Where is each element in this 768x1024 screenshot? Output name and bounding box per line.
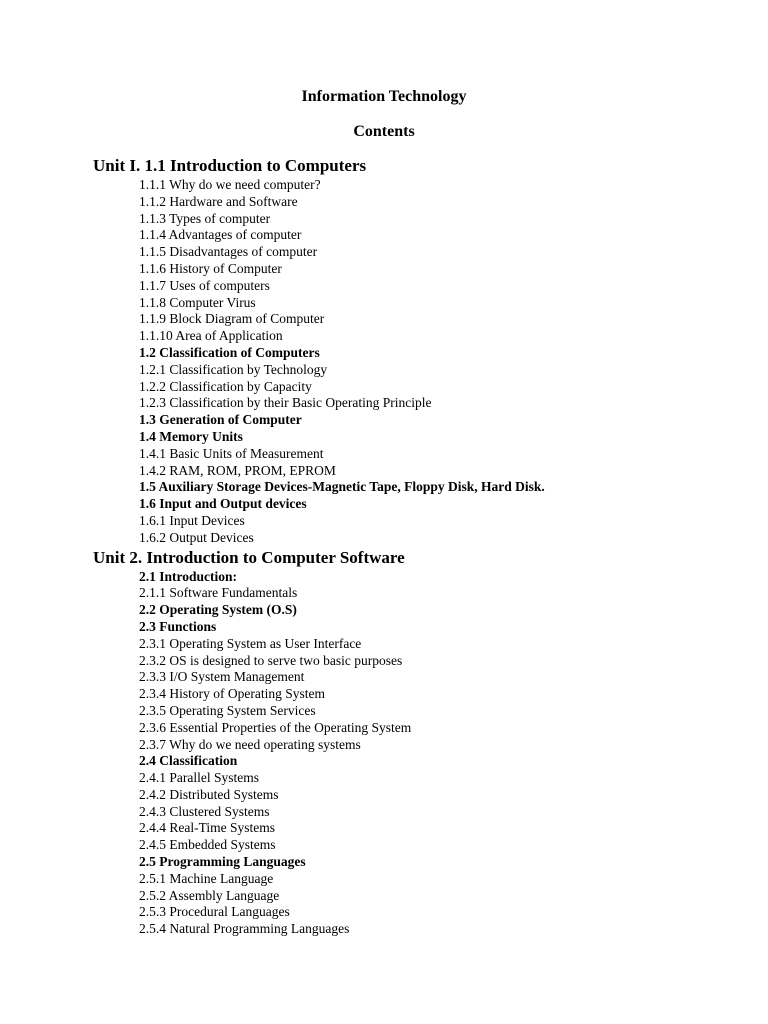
toc-entry: 1.1.8 Computer Virus <box>139 294 256 310</box>
toc-entry: 2.3.2 OS is designed to serve two basic purposes <box>139 652 403 668</box>
toc-entry: 2.5.3 Procedural Languages <box>139 904 290 920</box>
toc-entry: 1.1.4 Advantages of computer <box>139 227 302 243</box>
toc-entry: 1.4.2 RAM, ROM, PROM, EPROM <box>139 462 336 478</box>
toc-entry: 2.4.4 Real-Time Systems <box>139 820 276 836</box>
toc-entry: 1.1.5 Disadvantages of computer <box>139 244 318 260</box>
toc-list <box>0 569 768 939</box>
toc-entry: 2.3.7 Why do we need operating systems <box>139 736 361 752</box>
toc-entry: 1.6.2 Output Devices <box>139 529 254 545</box>
toc-entry: 1.1.2 Hardware and Software <box>139 193 298 209</box>
toc-section-heading: 2.3 Functions <box>139 618 217 634</box>
unit-section <box>0 547 768 939</box>
toc-entry: 1.1.6 History of Computer <box>139 260 282 276</box>
toc-entry: 2.3.1 Operating System as User Interface <box>139 635 362 651</box>
toc-list <box>0 177 768 547</box>
toc-entry: 2.3.5 Operating System Services <box>139 702 316 718</box>
toc-section-heading: 1.6 Input and Output devices <box>139 496 307 512</box>
toc-entry: 1.4.1 Basic Units of Measurement <box>139 445 324 461</box>
document-title: Information Technology <box>301 88 467 105</box>
toc-entry: 2.4.2 Distributed Systems <box>139 786 279 802</box>
toc-entry: 1.2.3 Classification by their Basic Operating Principle <box>139 395 432 411</box>
toc-entry: 2.3.3 I/O System Management <box>139 669 305 685</box>
toc-entry: 2.4.3 Clustered Systems <box>139 803 270 819</box>
toc-entry: 2.5.1 Machine Language <box>139 870 274 886</box>
unit-heading: Unit 2. Introduction to Computer Software <box>93 547 405 567</box>
toc-section-heading: 2.5 Programming Languages <box>139 854 306 870</box>
toc-entry: 1.1.3 Types of computer <box>139 210 271 226</box>
toc-entry: 1.6.1 Input Devices <box>139 512 245 528</box>
toc-entry: 2.3.6 Essential Properties of the Operating System <box>139 719 412 735</box>
table-of-contents <box>0 155 768 938</box>
toc-section-heading: 1.2 Classification of Computers <box>139 344 320 360</box>
toc-entry: 2.3.4 History of Operating System <box>139 686 325 702</box>
toc-entry: 1.1.9 Block Diagram of Computer <box>139 311 325 327</box>
toc-entry: 1.2.1 Classification by Technology <box>139 361 328 377</box>
toc-section-heading: 1.4 Memory Units <box>139 428 243 444</box>
unit-section <box>0 155 768 547</box>
contents-heading: Contents <box>353 123 415 140</box>
toc-entry: 1.1.7 Uses of computers <box>139 277 270 293</box>
toc-entry: 2.5.4 Natural Programming Languages <box>139 921 350 937</box>
toc-entry: 2.1.1 Software Fundamentals <box>139 585 298 601</box>
toc-entry: 2.4.5 Embedded Systems <box>139 837 276 853</box>
toc-section-heading: 1.3 Generation of Computer <box>139 412 302 428</box>
toc-entry: 1.1.1 Why do we need computer? <box>139 177 321 192</box>
toc-entry: 1.1.10 Area of Application <box>139 328 283 344</box>
toc-section-heading: 2.4 Classification <box>139 753 238 769</box>
toc-entry: 2.5.2 Assembly Language <box>139 887 280 903</box>
toc-entry: 2.4.1 Parallel Systems <box>139 770 259 786</box>
toc-section-heading: 1.5 Auxiliary Storage Devices-Magnetic Tape, Floppy Disk, Hard Disk. <box>139 479 545 495</box>
toc-section-heading: 2.1 Introduction: <box>139 568 238 584</box>
unit-heading: Unit I. 1.1 Introduction to Computers <box>93 156 367 175</box>
toc-section-heading: 2.2 Operating System (O.S) <box>139 602 297 618</box>
toc-entry: 1.2.2 Classification by Capacity <box>139 378 312 394</box>
